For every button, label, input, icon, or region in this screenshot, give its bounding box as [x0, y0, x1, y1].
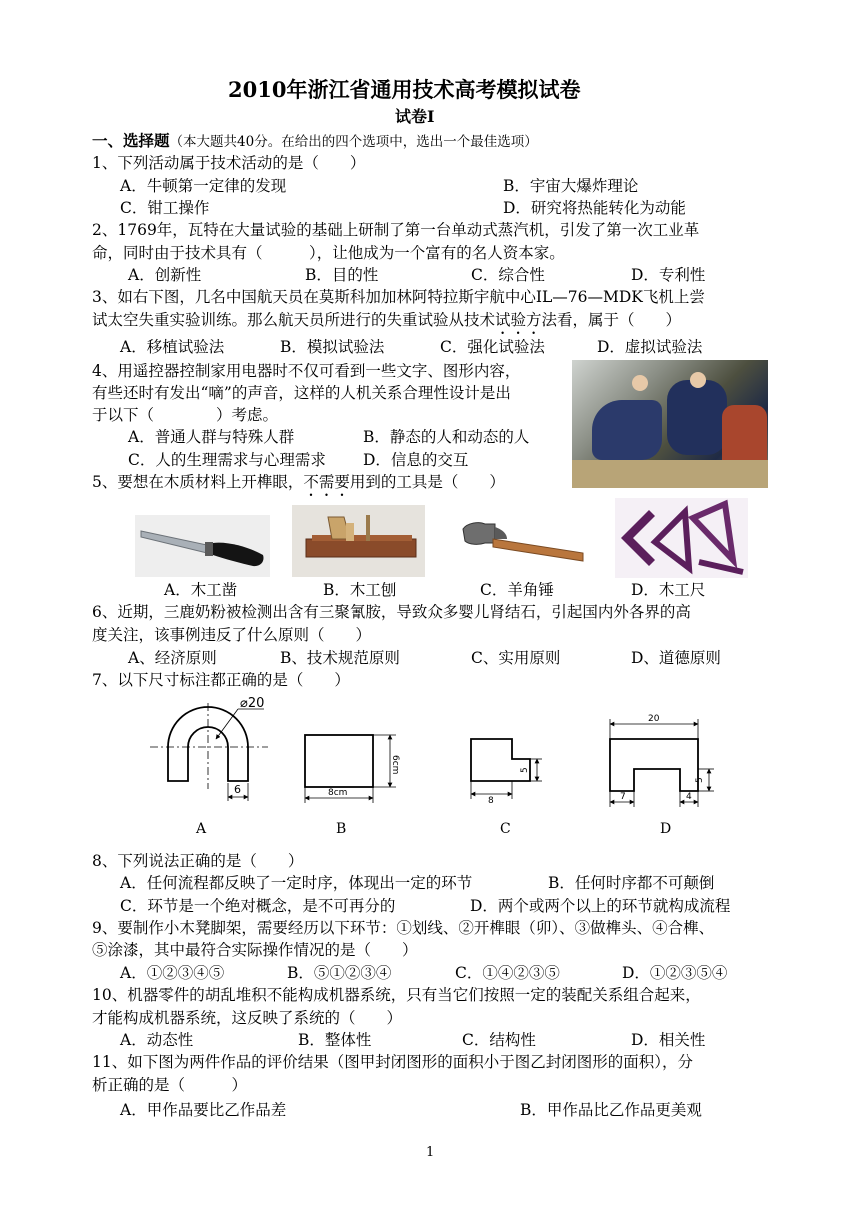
- figure-d: [610, 714, 714, 837]
- q3-option-b: B．模拟试验法: [280, 338, 385, 356]
- figure-d-left-width: 7: [620, 792, 626, 802]
- figure-c-width: 8: [488, 796, 494, 806]
- svg-text:⌀20: ⌀20: [240, 696, 265, 711]
- q3-line2-end: 法看，属于（ ）: [541, 311, 682, 329]
- q2-option-b: B．目的性: [305, 266, 379, 284]
- q10-option-c: C．结构性: [462, 1031, 536, 1049]
- q9-option-d: D．①②③⑤④: [622, 964, 728, 982]
- q1-option-d: D．研究将热能转化为动能: [503, 199, 686, 217]
- q9-option-b: B．⑤①②③④: [287, 964, 392, 982]
- figure-c-label: C: [500, 821, 511, 837]
- q10-line2: 才能构成机器系统，这反映了系统的（ ）: [92, 1009, 403, 1027]
- q8-stem: 8、下列说法正确的是（ ）: [92, 852, 304, 870]
- q1-option-c: C．钳工操作: [120, 199, 210, 217]
- figure-a-width: 6: [234, 783, 241, 796]
- astronaut-training-photo: [572, 360, 768, 488]
- q10-option-b: B．整体性: [298, 1031, 372, 1049]
- q4-line3: 于以下（ ）考虑。: [92, 406, 279, 424]
- figure-d-label: D: [660, 821, 672, 837]
- q6-option-c: C、实用原则: [471, 649, 561, 667]
- q6-option-d: D、道德原则: [631, 649, 721, 667]
- page-title: 2010年浙江省通用技术高考模拟试卷: [228, 77, 581, 102]
- q5-stem: [92, 472, 505, 500]
- figure-b-width: 8cm: [328, 788, 348, 798]
- figure-a: [150, 696, 268, 837]
- figure-b: [305, 735, 400, 837]
- q4-option-a: A．普通人群与特殊人群: [128, 428, 295, 446]
- section-heading-label: 一、选择题: [92, 131, 170, 150]
- q5-option-c: C．羊角锤: [480, 581, 554, 599]
- q11-option-a: A．甲作品要比乙作品差: [120, 1101, 287, 1119]
- figure-a-diameter: 20: [247, 696, 265, 711]
- q3-option-c: C．强化试验法: [440, 338, 545, 356]
- q10-option-a: A．动态性: [120, 1031, 194, 1049]
- q4-option-c: C．人的生理需求与心理需求: [128, 451, 326, 469]
- section-note: （本大题共40分。在给出的四个选项中，选出一个最佳选项）: [169, 134, 538, 150]
- q1-option-a: A．牛顿第一定律的发现: [120, 177, 287, 195]
- q7-stem: 7、以下尺寸标注都正确的是（ ）: [92, 671, 350, 689]
- q3-line1: 3、如右下图，几名中国航天员在莫斯科加加林阿特拉斯宇航中心IL—76—MDK飞机上尝: [92, 288, 705, 306]
- figure-d-top-width: 20: [648, 714, 660, 724]
- q4-line1: 4、用遥控器控制家用电器时不仅可看到一些文字、图形内容，: [92, 362, 521, 380]
- q5-option-b: B．木工刨: [323, 581, 397, 599]
- q4-option-d: D．信息的交互: [363, 451, 469, 469]
- q5-option-a: A．木工凿: [164, 581, 238, 599]
- q2-line1: 2、1769年，瓦特在大量试验的基础上研制了第一台单动式蒸汽机，引发了第一次工业革: [92, 221, 700, 239]
- q8-option-c: C．环节是一个绝对概念，是不可再分的: [120, 897, 396, 915]
- carpenter-ruler-image: [615, 498, 748, 578]
- paper-subtitle: 试卷Ⅰ: [395, 107, 435, 126]
- q2-line2: 命，同时由于技术具有（ ），让他成为一个富有的名人资本家。: [92, 244, 565, 262]
- chisel-image: [135, 515, 270, 577]
- figure-a-label: A: [196, 821, 207, 837]
- q2-option-d: D．专利性: [631, 266, 706, 284]
- q3-line2: [92, 310, 681, 338]
- q8-option-d: D．两个或两个以上的环节就构成流程: [470, 897, 731, 915]
- q2-option-a: A．创新性: [128, 266, 202, 284]
- q6-option-a: A、经济原则: [128, 649, 217, 667]
- q2-option-c: C．综合性: [471, 266, 545, 284]
- q11-line2: 析正确的是（ ）: [92, 1076, 248, 1094]
- q1-option-b: B．宇宙大爆炸理论: [503, 177, 639, 195]
- q10-option-d: D．相关性: [631, 1031, 706, 1049]
- q9-line1: 9、要制作小木凳脚架，需要经历以下环节：①划线、②开榫眼（卯）、③做榫头、④合榫、: [92, 919, 715, 937]
- figure-c-height: 5: [520, 767, 530, 773]
- figure-c: [471, 739, 542, 837]
- q11-line1: 11、如下图为两件作品的评价结果（图甲封闭图形的面积小于图乙封闭图形的面积），分: [92, 1053, 693, 1071]
- figure-b-height: 6cm: [390, 755, 400, 775]
- q9-line2: ⑤涂漆，其中最符合实际操作情况的是（ ）: [92, 941, 418, 959]
- page-number: 1: [426, 1145, 435, 1160]
- q6-line2: 度关注，该事例违反了什么原则（ ）: [92, 626, 372, 644]
- figure-b-label: B: [336, 821, 347, 837]
- q5-stem-end: 用到的工具是（ ）: [349, 473, 505, 491]
- q6-option-b: B、技术规范原则: [280, 649, 400, 667]
- q3-option-a: A．移植试验法: [120, 338, 225, 356]
- q3-option-d: D．虚拟试验法: [597, 338, 703, 356]
- q9-option-a: A．①②③④⑤: [120, 964, 225, 982]
- q8-option-b: B．任何时序都不可颠倒: [548, 874, 715, 892]
- q4-option-b: B．静态的人和动态的人: [363, 428, 530, 446]
- figure-d-right-width: 4: [686, 792, 692, 802]
- q5-emphasis: 不需要: [303, 473, 350, 491]
- q3-emphasis: 试验方: [495, 311, 542, 329]
- q10-line1: 10、机器零件的胡乱堆积不能构成机器系统，只有当它们按照一定的装配关系组合起来，: [92, 986, 701, 1004]
- q8-option-a: A．任何流程都反映了一定时序，体现出一定的环节: [120, 874, 473, 892]
- q6-line1: 6、近期，三鹿奶粉被检测出含有三聚氰胺，导致众多婴儿肾结石，引起国内外各界的高: [92, 603, 691, 621]
- section-heading: [92, 131, 538, 152]
- figure-d-height: 5: [695, 777, 705, 783]
- q9-option-c: C．①④②③⑤: [455, 964, 560, 982]
- q3-line2-start: 试太空失重实验训练。那么航天员所进行的失重试验从技术: [92, 311, 496, 329]
- q1-stem: 1、下列活动属于技术活动的是（ ）: [92, 154, 366, 172]
- q5-stem-start: 5、要想在木质材料上开榫眼，: [92, 473, 304, 491]
- dimension-drawings: [140, 695, 730, 845]
- q4-line2: 有些还时有发出“嘀”的声音，这样的人机关系合理性设计是出: [92, 384, 511, 402]
- q5-option-d: D．木工尺: [631, 581, 706, 599]
- q11-option-b: B．甲作品比乙作品更美观: [520, 1101, 702, 1119]
- wood-plane-image: [292, 505, 425, 577]
- claw-hammer-image: [455, 515, 590, 577]
